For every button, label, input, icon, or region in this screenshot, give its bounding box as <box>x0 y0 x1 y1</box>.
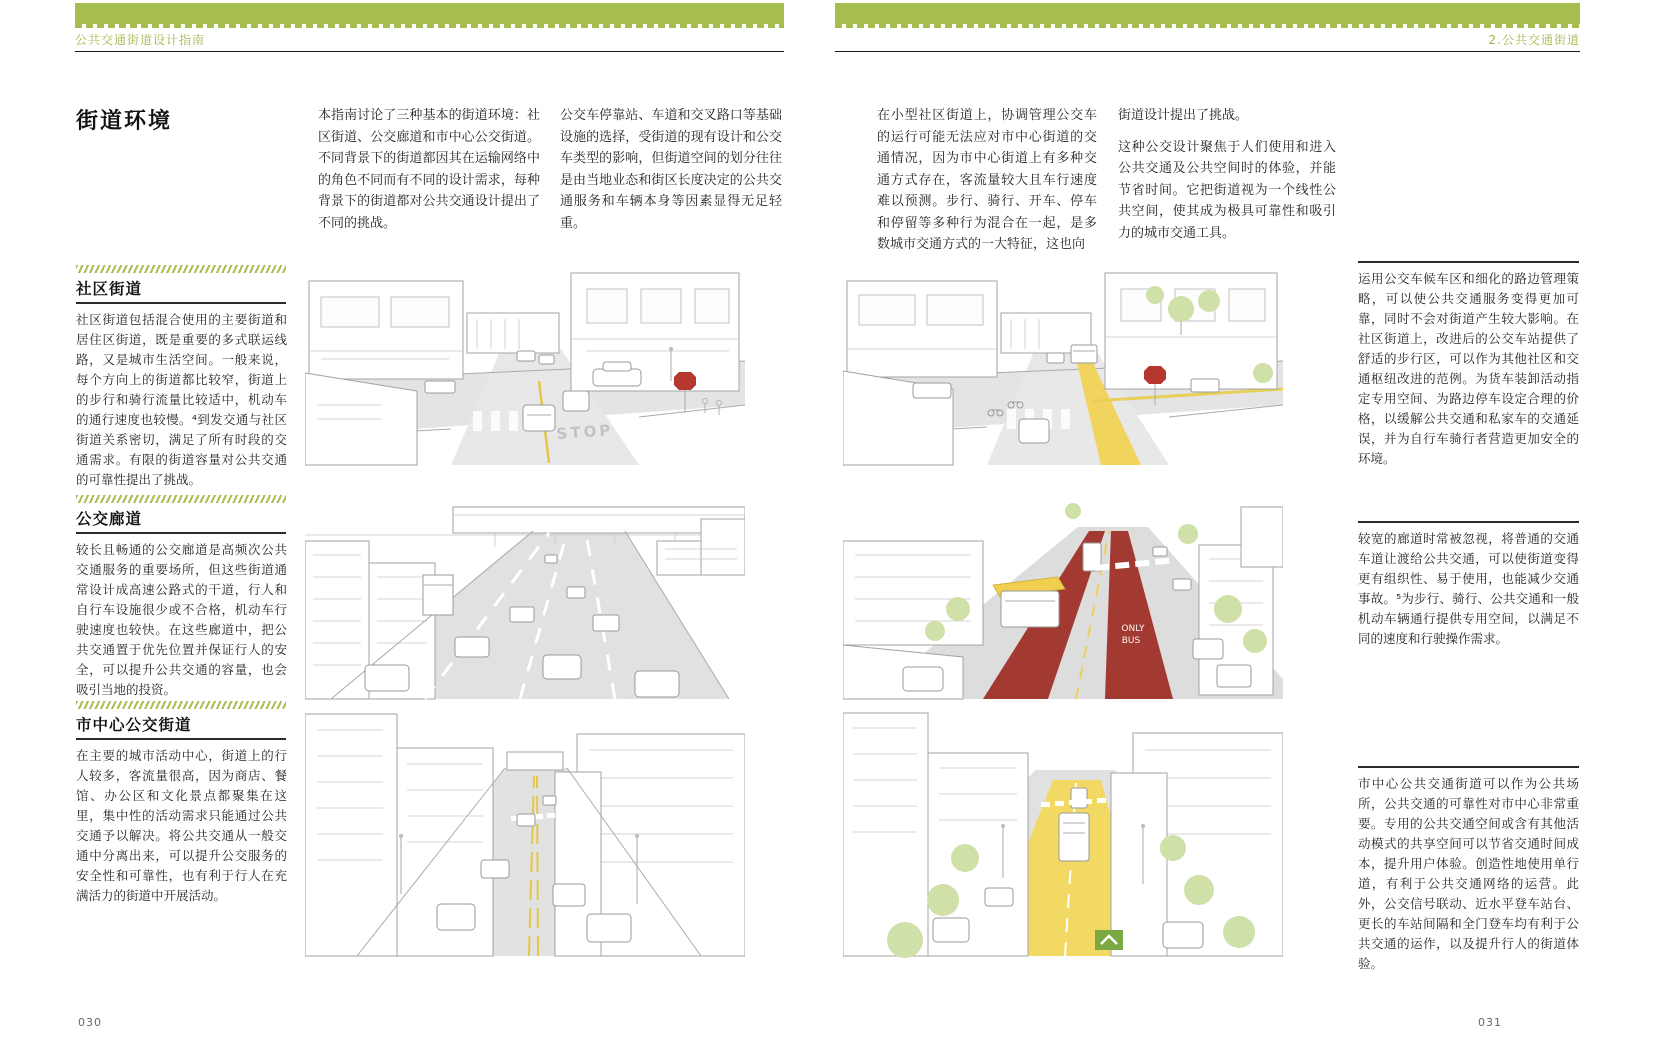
section-heading-downtown-street: 市中心公交街道 <box>76 716 192 734</box>
bus <box>1071 345 1097 363</box>
illustration-community-street-improved <box>843 254 1283 466</box>
note-rule <box>1358 521 1579 523</box>
intro-column-3: 在小型社区街道上，协调管理公交车的运行可能无法应对市中心街道的交通情况，因为市中心街道上有多种交通方式存在，客流量较大且车行速度难以预测。步行、骑行、开车、停车和停留等多种行为混合在一起，是多数城市交通方式的一大特征，这也向 <box>877 108 1097 252</box>
section-hatch-divider <box>76 701 286 709</box>
section-hatch-divider <box>76 495 286 503</box>
header-bar-right <box>835 3 1580 24</box>
note-rule <box>1358 261 1579 263</box>
note-rule <box>1358 766 1579 768</box>
note-downtown: 市中心公共交通街道可以作为公共场所，公共交通的可靠性对市中心非常重要。专用的公共交通空间或含有其他活动模式的共享空间可以节省交通时间成本，提升用户体验。创造性地使用单行道，有利于公共交通网络的运营。此外，公交信号联动、近水平登车站台、更长的车站间隔和全门登车均有利于公共交通的运作，以及提升行人的街道体验。 <box>1358 776 1579 971</box>
header-bar-left <box>75 3 784 24</box>
bus-shelter <box>993 577 1065 627</box>
section-rule <box>76 532 286 534</box>
header-rule-right <box>835 51 1580 52</box>
page-number-right: 031 <box>1478 1016 1502 1029</box>
bus-only-marking: BUS <box>1121 636 1141 646</box>
intro-paragraph: 街道设计提出了挑战。 <box>1118 108 1249 123</box>
intro-paragraph: 这种公交设计聚焦于人们使用和进入公共交通及公共空间时的体验，并能节省时间。它把街道视为一个线性公共空间，使其成为极具可靠性和吸引力的城市交通工具。 <box>1118 139 1336 241</box>
illustration-corridor-red-lanes <box>843 488 1283 700</box>
running-head-left: 公共交通街道设计指南 <box>75 33 206 47</box>
section-body-downtown-street: 在主要的城市活动中心，街道上的行人较多，客流量很高，因为商店、餐馆、办公区和文化景点都聚集在这里，集中性的活动需求只能通过公共交通予以解决。将公共交通从一般交通中分离出来，可以提升公交服务的安全性和可靠性，也有利于行人在充满活力的街道中开展活动。 <box>76 748 287 903</box>
stop-road-marking: STOP <box>556 421 614 443</box>
illustration-downtown-street <box>305 706 745 958</box>
section-hatch-divider <box>76 265 286 273</box>
page-title: 街道环境 <box>76 109 173 134</box>
illustration-community-street <box>305 254 745 466</box>
note-community-street: 运用公交车候车区和细化的路边管理策略，可以使公共交通服务变得更加可靠，同时不会对街道产生较大影响。在社区街道上，改进后的公交车站提供了舒适的步行区，可以作为其他社区和交通枢纽改进的范例。为货车装卸活动指定专用空间、为路边停车设定合理的价格，以缓解公共交通和私家车的交通延误，并为自行车骑行者营造更加安全的环境。 <box>1358 271 1579 466</box>
note-corridor: 较宽的廊道时常被忽视，将普通的交通车道让渡给公共交通，可以使街道变得更有组织性、易于使用，也能减少交通事故。⁵为步行、骑行、公共交通和一般机动车辆通行提供专用空间，以满足不同的速度和行驶操作需求。 <box>1358 531 1579 646</box>
section-rule <box>76 738 286 740</box>
green-chevron-marking <box>1095 930 1123 950</box>
bus-only-marking: ONLY <box>1121 624 1145 634</box>
section-body-transit-corridor: 较长且畅通的公交廊道是高频次公共交通服务的重要场所，但这些街道通常设计成高速公路式的干道，行人和自行车设施很少或不合格，机动车行驶速度也较快。在这些廊道中，把公共交通置于优先位置并保证行人的安全，可以提升公共交通的容量，也会吸引当地的投资。 <box>76 542 287 697</box>
running-head-right: 2.公共交通街道 <box>1488 33 1580 47</box>
section-heading-community-street: 社区街道 <box>76 280 143 298</box>
section-rule <box>76 302 286 304</box>
section-body-community-street: 社区街道包括混合使用的主要街道和居住区街道，既是重要的多式联运线路，又是城市生活空间。一般来说，每个方向上的街道都比较窄，街道上的步行和骑行流量比较适中，机动车的通行速度也较慢。⁴到发交通与社区街道关系密切，满足了所有时段的交通需求。有限的街道容量对公共交通的可靠性提出了挑战。 <box>76 312 287 487</box>
header-rule-left <box>75 51 784 52</box>
page-number-left: 030 <box>78 1016 102 1029</box>
illustration-transit-corridor <box>305 488 745 700</box>
intro-column-2: 公交车停靠站、车道和交叉路口等基础设施的选择，受街道的现有设计和公交车类型的影响，但街道空间的划分往往是由当地业态和街区长度决定的公共交通服务和车辆本身等因素显得无足轻重。 <box>560 108 782 231</box>
illustration-downtown-transit-street <box>843 706 1283 958</box>
section-heading-transit-corridor: 公交廊道 <box>76 510 143 528</box>
intro-column-1: 本指南讨论了三种基本的街道环境：社区街道、公交廊道和市中心公交街道。不同背景下的街道都因其在运输网络中的角色不同而有不同的设计需求，每种背景下的街道都对公共交通设计提出了不同的挑战。 <box>318 108 540 231</box>
intro-column-4 <box>1118 105 1336 254</box>
